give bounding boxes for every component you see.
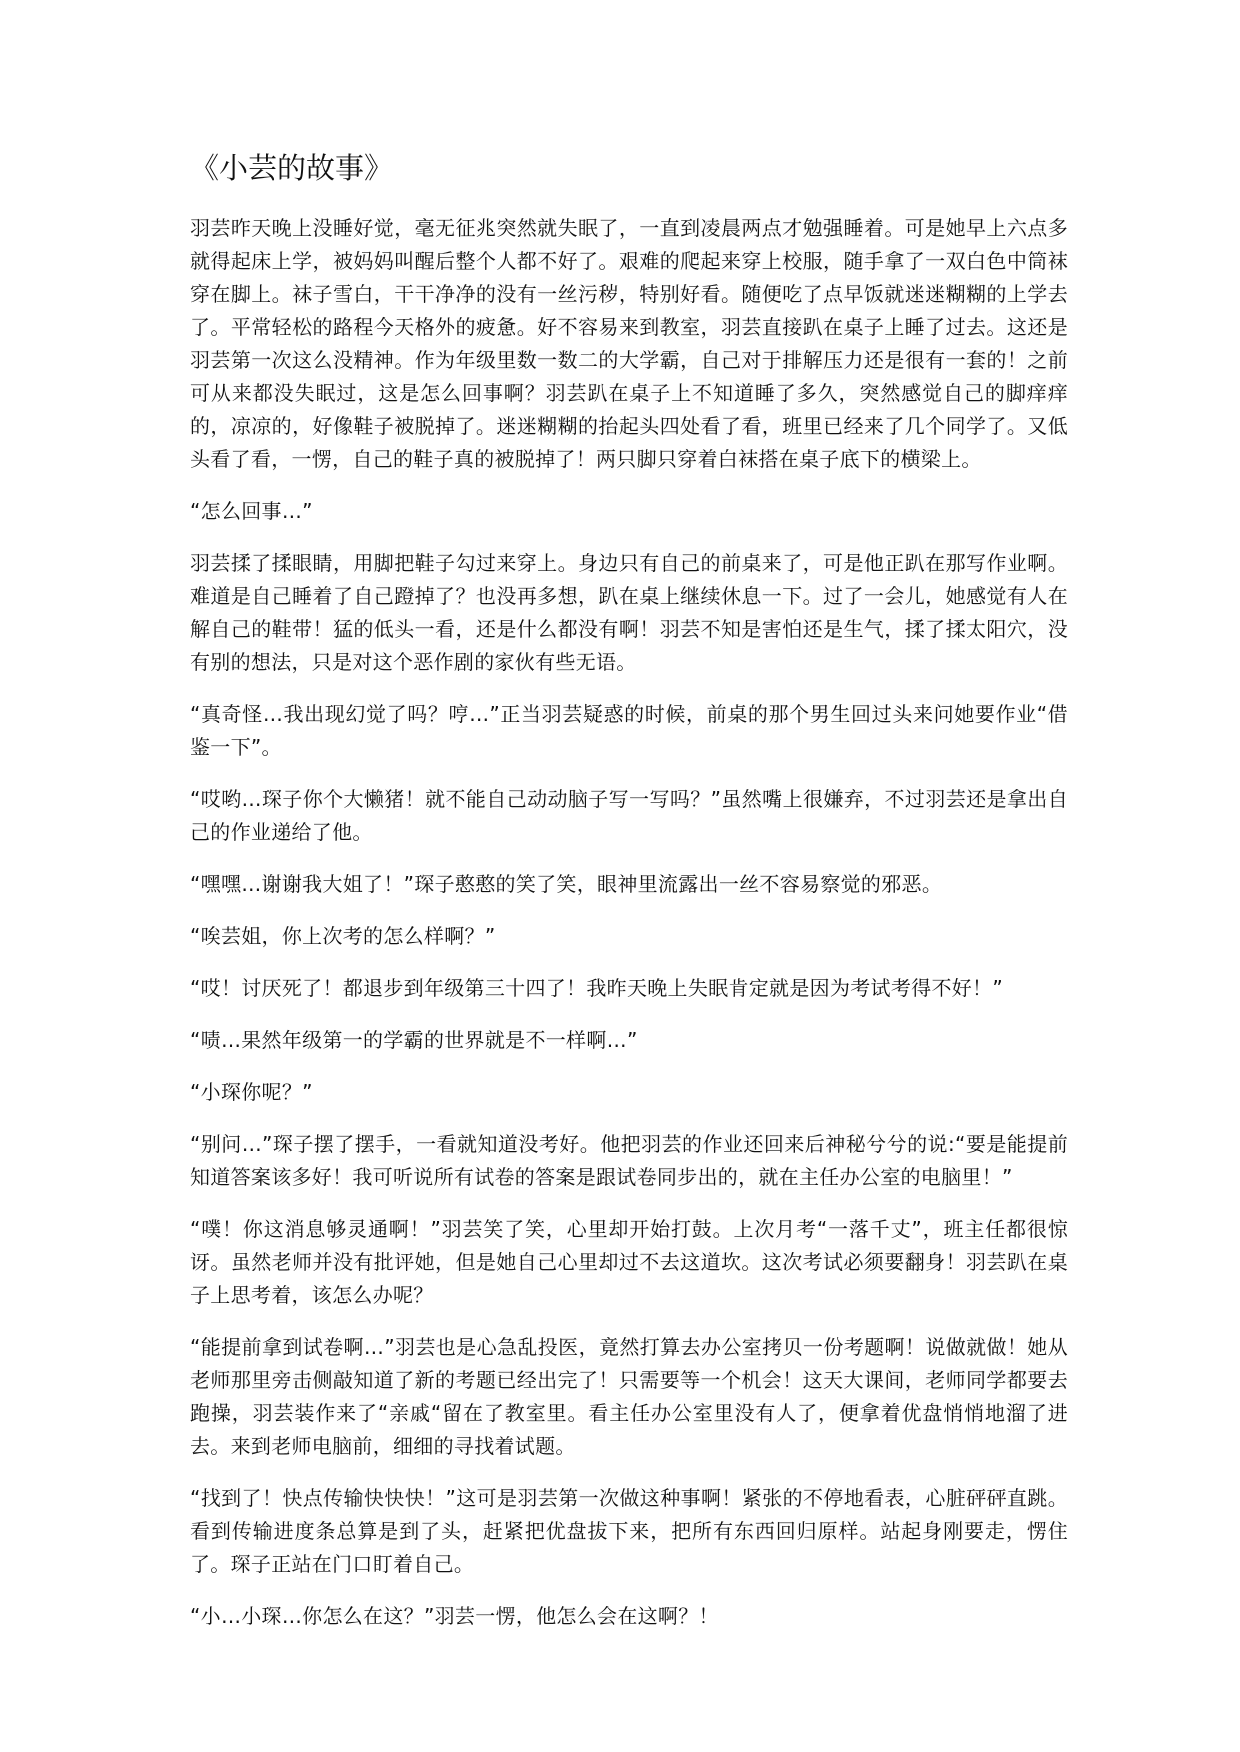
paragraph: “能提前拿到试卷啊…”羽芸也是心急乱投医，竟然打算去办公室拷贝一份考题啊！说做就做！她从老师那里旁击侧敲知道了新的考题已经出完了！只需要等一个机会！这天大课间，老师同学都要去跑操，羽芸装作来了“亲戚“留在了教室里。看主任办公室里没有人了，便拿着优盘悄悄地溜了进去。来到老师电脑前，细细的寻找着试题。 xyxy=(190,1335,1068,1458)
paragraph: 羽芸昨天晚上没睡好觉，毫无征兆突然就失眠了，一直到凌晨两点才勉强睡着。可是她早上六点多就得起床上学，被妈妈叫醒后整个人都不好了。艰难的爬起来穿上校服，随手拿了一双白色中筒袜穿在脚上。袜子雪白，干干净净的没有一丝污秽，特别好看。随便吃了点早饭就迷迷糊糊的上学去了。平常轻松的路程今天格外的疲惫。好不容易来到教室，羽芸直接趴在桌子上睡了过去。这还是羽芸第一次这么没精神。作为年级里数一数二的大学霸，自己对于排解压力还是很有一套的！之前可从来都没失眠过，这是怎么回事啊？羽芸趴在桌子上不知道睡了多久，突然感觉自己的脚痒痒的，凉凉的，好像鞋子被脱掉了。迷迷糊糊的抬起头四处看了看，班里已经来了几个同学了。又低头看了看，一愣，自己的鞋子真的被脱掉了！两只脚只穿着白袜搭在桌子底下的横梁上。 xyxy=(190,216,1068,471)
paragraph: “哎！讨厌死了！都退步到年级第三十四了！我昨天晚上失眠肯定就是因为考试考得不好！” xyxy=(190,976,1004,1000)
paragraph: “小琛你呢？” xyxy=(190,1080,313,1104)
paragraph: “小…小琛…你怎么在这？”羽芸一愣，他怎么会在这啊？！ xyxy=(190,1604,719,1628)
paragraph: “怎么回事…” xyxy=(190,499,313,523)
paragraph: “嘿嘿…谢谢我大姐了！”琛子憨憨的笑了笑，眼神里流露出一丝不容易察觉的邪恶。 xyxy=(190,872,943,896)
paragraph: “哎哟…琛子你个大懒猪！就不能自己动动脑子写一写吗？”虽然嘴上很嫌弃，不过羽芸还是拿出自己的作业递给了他。 xyxy=(190,787,1068,844)
paragraph: “真奇怪…我出现幻觉了吗？哼…”正当羽芸疑惑的时候，前桌的那个男生回过头来问她要作业“借鉴一下”。 xyxy=(190,702,1068,759)
paragraph: “唉芸姐，你上次考的怎么样啊？” xyxy=(190,924,496,948)
paragraph: “别问…”琛子摆了摆手，一看就知道没考好。他把羽芸的作业还回来后神秘兮兮的说:“要是能提前知道答案该多好！我可听说所有试卷的答案是跟试卷同步出的，就在主任办公室的电脑里！” xyxy=(190,1132,1068,1189)
paragraph: 羽芸揉了揉眼睛，用脚把鞋子勾过来穿上。身边只有自己的前桌来了，可是他正趴在那写作业啊。难道是自己睡着了自己蹬掉了？也没再多想，趴在桌上继续休息一下。过了一会儿，她感觉有人在解自己的鞋带！猛的低头一看，还是什么都没有啊！羽芸不知是害怕还是生气，揉了揉太阳穴，没有别的想法，只是对这个恶作剧的家伙有些无语。 xyxy=(190,551,1068,674)
document-page xyxy=(190,148,1068,1652)
document-body xyxy=(190,212,1068,1633)
paragraph: “找到了！快点传输快快快！”这可是羽芸第一次做这种事啊！紧张的不停地看表，心脏砰砰直跳。看到传输进度条总算是到了头，赶紧把优盘拔下来，把所有东西回归原样。站起身刚要走，愣住了。琛子正站在门口盯着自己。 xyxy=(190,1486,1068,1576)
paragraph: “啧…果然年级第一的学霸的世界就是不一样啊…” xyxy=(190,1028,638,1052)
paragraph: “噗！你这消息够灵通啊！”羽芸笑了笑，心里却开始打鼓。上次月考“一落千丈”，班主任都很惊讶。虽然老师并没有批评她，但是她自己心里却过不去这道坎。这次考试必须要翻身！羽芸趴在桌子上思考着，该怎么办呢？ xyxy=(190,1217,1068,1307)
document-title: 《小芸的故事》 xyxy=(190,151,394,185)
